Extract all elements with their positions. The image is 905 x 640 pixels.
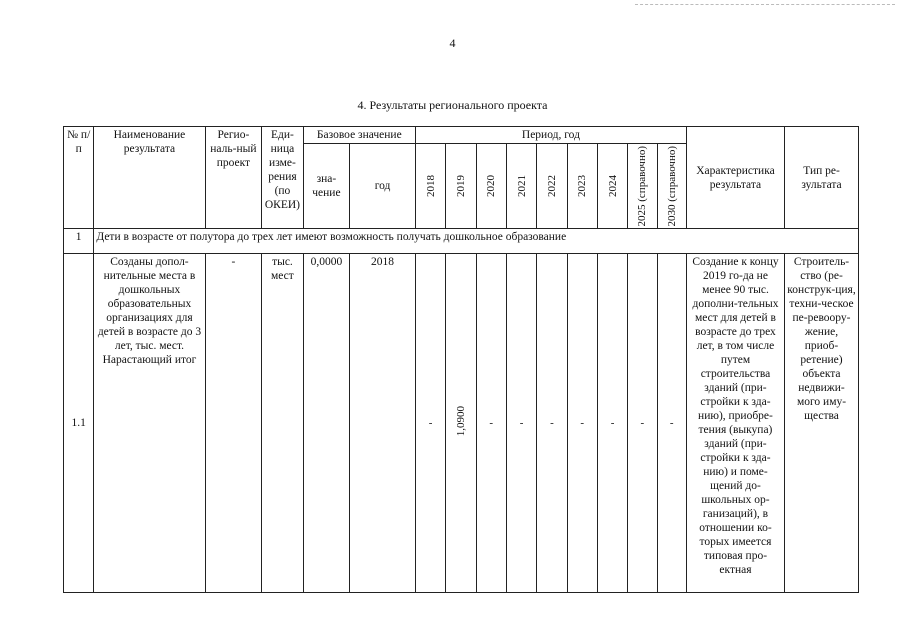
row-value-2022: -: [537, 254, 567, 593]
year-header-2018: 2018: [415, 144, 445, 229]
header-row-1: [64, 127, 859, 144]
scan-artifact-line: [635, 0, 895, 5]
col-base-value-header: Базовое значение: [303, 127, 415, 144]
group-row-num: 1: [64, 229, 94, 254]
row-base-year: 2018: [350, 254, 416, 593]
year-header-2024: 2024: [597, 144, 627, 229]
row-characteristic: Создание к концу 2019 го-да не менее 90 тыс. дополни-тельных мест для детей в возрасте до трех лет, в том числе путем строительства зданий (при-стройки к зда-нию), приобре-тения (выкупа) зданий (при-стройки к зда-нию) и поме-щений до-школьных ор-ганизаций), в отношении ко-торых имеется типовая про-ектная: [686, 254, 784, 593]
row-unit: тыс. мест: [262, 254, 303, 593]
row-type: Строитель-ство (ре-конструк-ция, техни-ческое пе-ревоору-жение, приоб-ретение) объекта недвижи-мого иму-щества: [785, 254, 859, 593]
year-header-2025: 2025 (справочно): [628, 144, 657, 229]
page-number: 4: [449, 36, 456, 50]
row-value-2020: -: [476, 254, 506, 593]
table-row: [64, 254, 859, 593]
row-value-2023: -: [567, 254, 597, 593]
col-type-header: Тип ре-зультата: [785, 127, 859, 229]
group-row: [64, 229, 859, 254]
col-unit-header: Еди-ница изме-рения (по ОКЕИ): [262, 127, 303, 229]
year-header-2020: 2020: [476, 144, 506, 229]
col-regional-project-header: Регио-наль-ный проект: [205, 127, 262, 229]
col-period-header: Период, год: [415, 127, 686, 144]
row-value-2018: -: [415, 254, 445, 593]
year-header-2030: 2030 (справочно): [657, 144, 686, 229]
row-num: 1.1: [64, 254, 94, 593]
row-value-2021: -: [506, 254, 536, 593]
row-regional-project: -: [205, 254, 262, 593]
row-value-2030: -: [657, 254, 686, 593]
results-table: [63, 126, 859, 593]
row-value-2025: -: [628, 254, 657, 593]
row-base-value: 0,0000: [303, 254, 350, 593]
year-header-2019: 2019: [446, 144, 476, 229]
col-base-year-sub: год: [350, 144, 416, 229]
row-value-2019: 1,0900: [446, 254, 476, 593]
year-header-2023: 2023: [567, 144, 597, 229]
col-characteristic-header: Характеристика результата: [686, 127, 784, 229]
row-value-2024: -: [597, 254, 627, 593]
year-header-2021: 2021: [506, 144, 536, 229]
col-base-value-sub: зна-чение: [303, 144, 350, 229]
section-title: 4. Результаты регионального проекта: [357, 98, 548, 112]
row-name: Созданы допол-нительные места в дошкольных образовательных организациях для детей в возрасте до 3 лет, тыс. мест. Нарастающий итог: [94, 254, 205, 593]
year-header-2022: 2022: [537, 144, 567, 229]
col-name-header: Наименование результата: [94, 127, 205, 229]
col-num-header: № п/п: [64, 127, 94, 229]
group-row-title: Дети в возрасте от полутора до трех лет имеют возможность получать дошкольное образование: [94, 229, 859, 254]
